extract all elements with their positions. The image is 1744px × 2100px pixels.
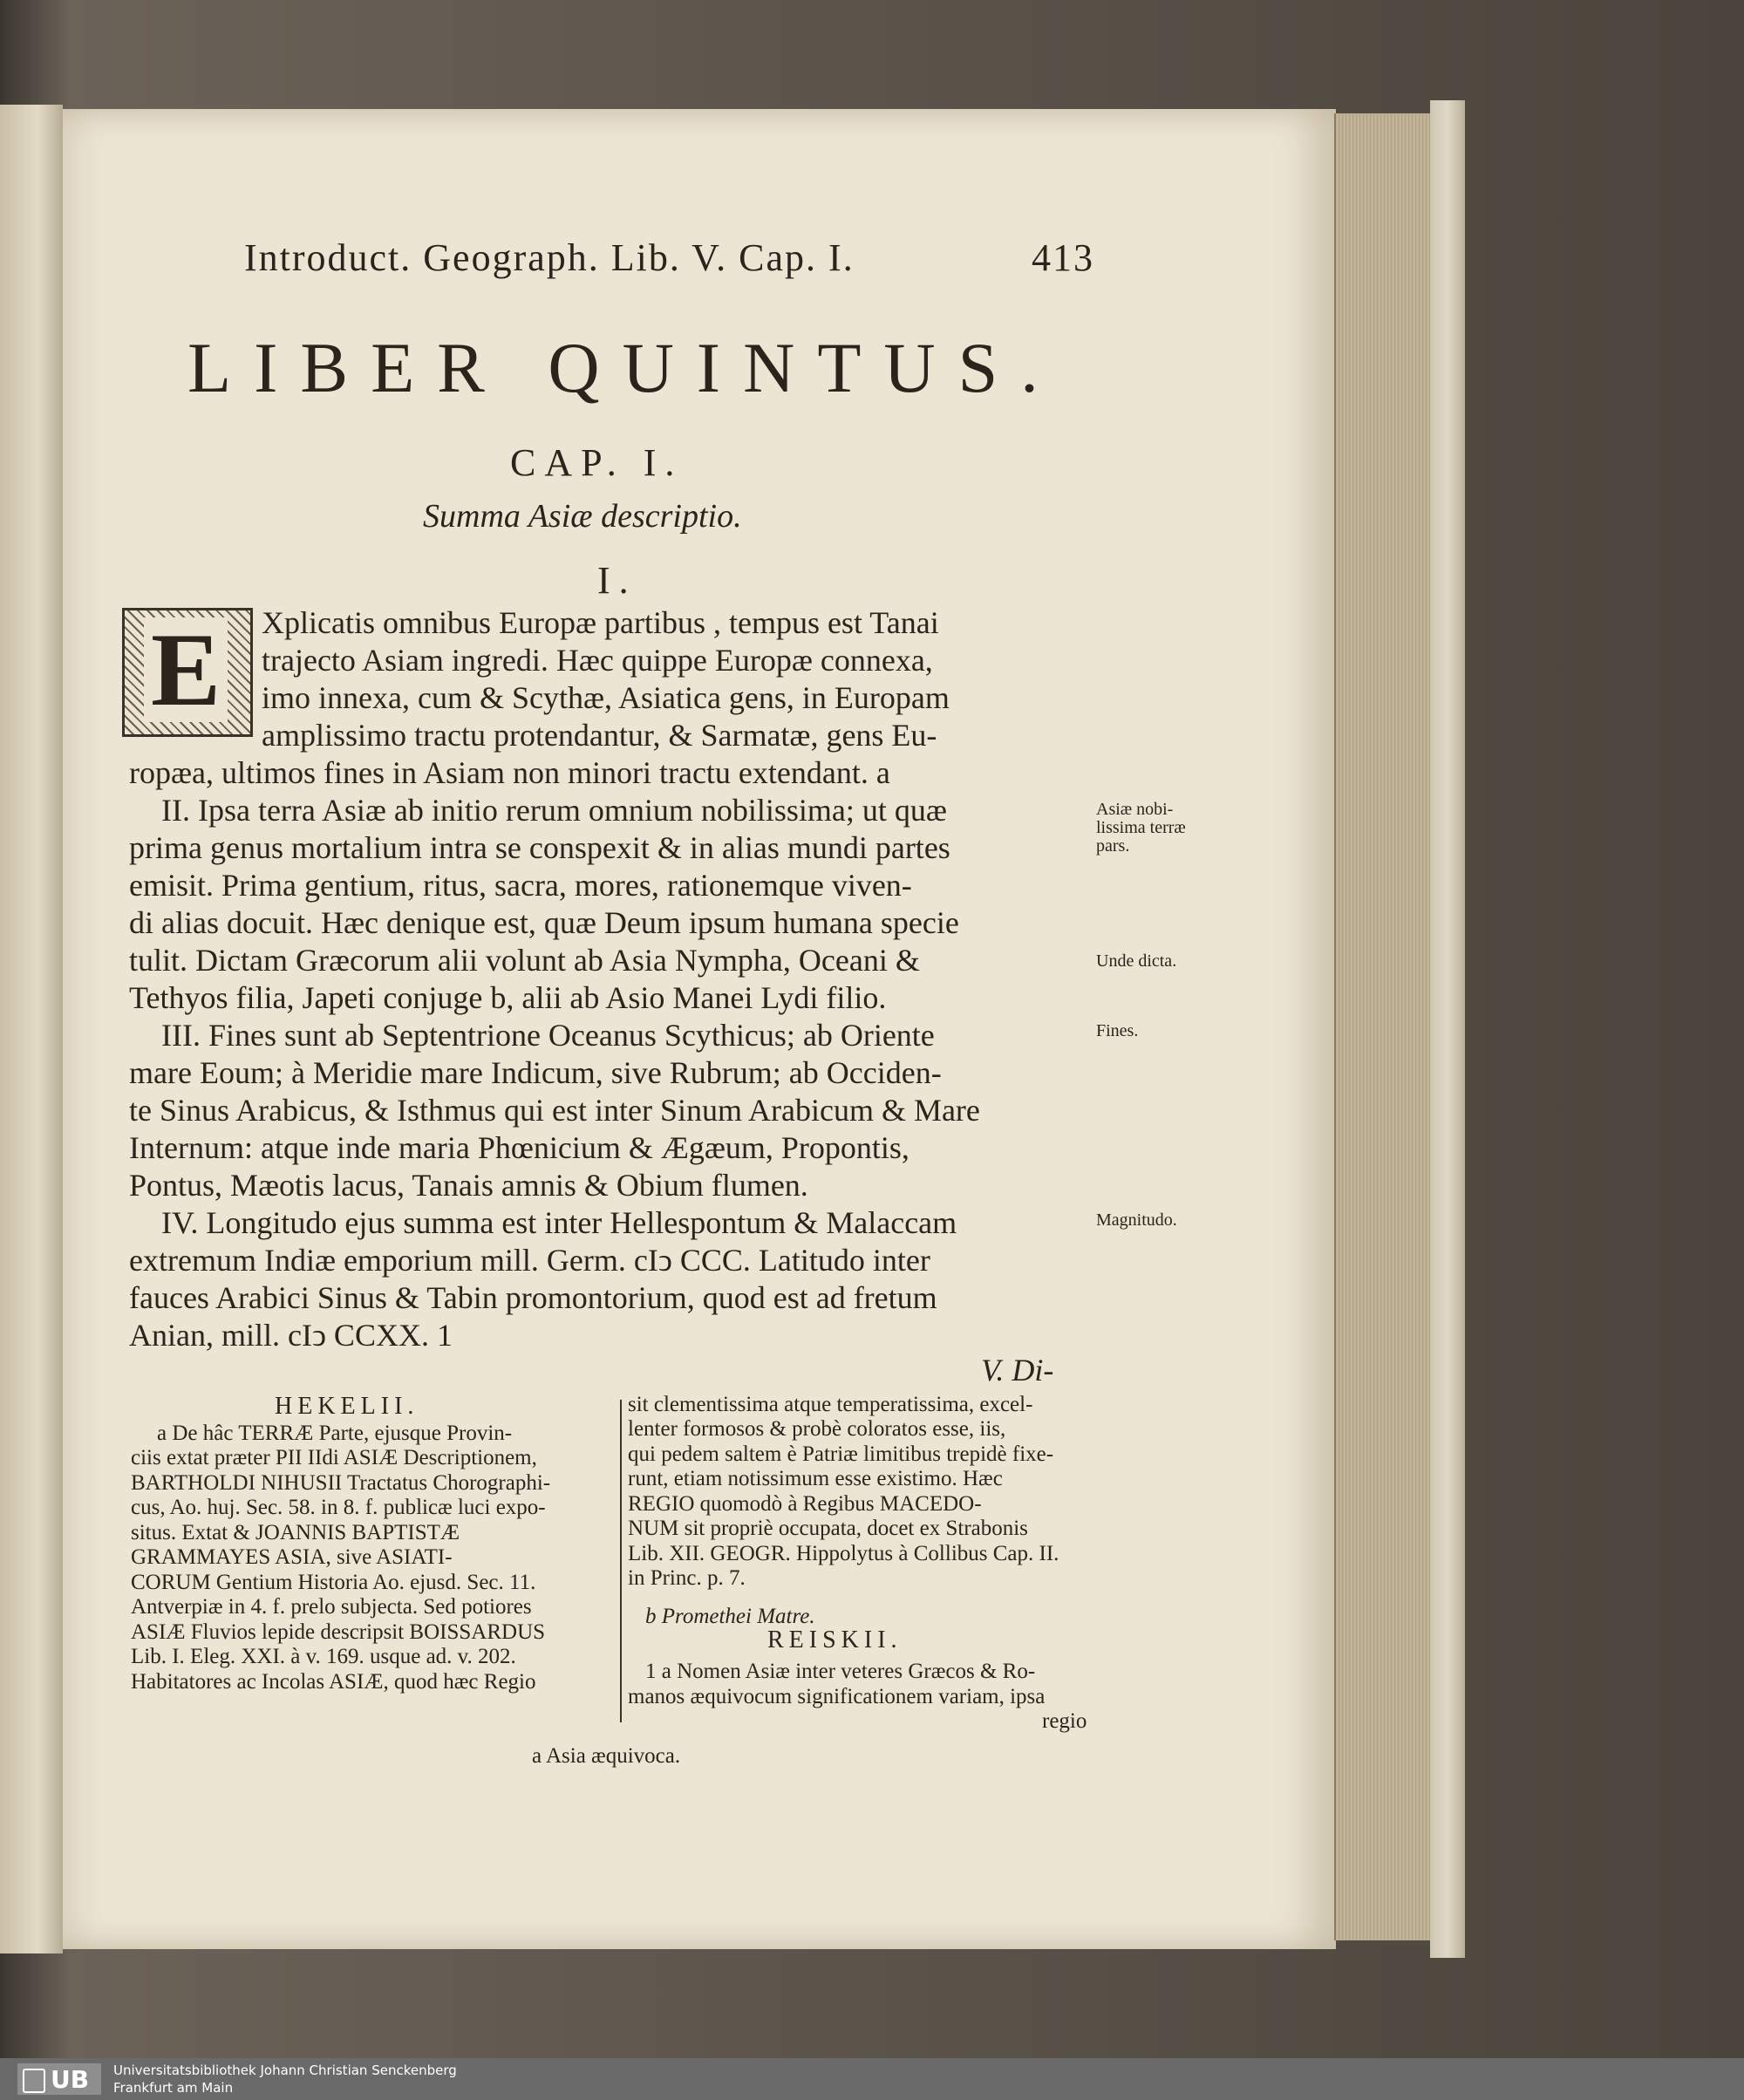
- footnote-line: GRAMMAYES ASIA, sive ASIATI-: [131, 1545, 453, 1569]
- footnote-line: Antverpiæ in 4. f. prelo subjecta. Sed potiores: [131, 1595, 532, 1619]
- footnote-line: REGIO quomodò à Regibus MACEDO-: [628, 1492, 982, 1516]
- body-line: IV. Longitudo ejus summa est inter Hellespontum & Malaccam: [161, 1205, 957, 1240]
- margin-note: lissima terræ: [1096, 818, 1186, 837]
- binding-cover: [1430, 100, 1465, 1958]
- body-line: Xplicatis omnibus Europæ partibus , tempus est Tanai: [262, 605, 939, 640]
- logo-mark-icon: [23, 2069, 45, 2093]
- body-line: Pontus, Mæotis lacus, Tanais amnis & Obium flumen.: [129, 1168, 808, 1203]
- page-block-edge: [1334, 113, 1441, 1940]
- library-footer-bar: [0, 2058, 1744, 2100]
- chapter-subtitle: Summa Asiæ descriptio.: [423, 498, 742, 535]
- body-line: di alias docuit. Hæc denique est, quæ Deum ipsum humana specie: [129, 905, 959, 940]
- footnote-line: Lib. XII. GEOGR. Hippolytus à Collibus Cap. II.: [628, 1542, 1059, 1565]
- body-line: extremum Indiæ emporium mill. Germ. cIↄ CCC. Latitudo inter: [129, 1243, 930, 1278]
- margin-note: Asiæ nobi-: [1096, 800, 1174, 819]
- library-logo: [17, 2063, 101, 2095]
- drop-initial-letter: E: [144, 617, 228, 722]
- library-name: Universitatsbibliothek Johann Christian Senckenberg: [113, 2062, 457, 2078]
- body-line: prima genus mortalium intra se conspexit & in alias mundi partes: [129, 830, 950, 865]
- footnote-line: Lib. I. Eleg. XXI. à v. 169. usque ad. v. 202.: [131, 1645, 516, 1668]
- body-line: te Sinus Arabicus, & Isthmus qui est inter Sinum Arabicum & Mare: [129, 1093, 980, 1128]
- footnote-column-rule: [620, 1400, 622, 1722]
- body-line: Internum: atque inde maria Phœnicium & Ægæum, Propontis,: [129, 1130, 909, 1165]
- margin-note: pars.: [1096, 836, 1130, 856]
- body-line: ropæa, ultimos fines in Asiam non minori tractu extendant. a: [129, 755, 890, 790]
- body-line: imo innexa, cum & Scythæ, Asiatica gens, in Europam: [262, 680, 950, 715]
- footnote-line: sit clementissima atque temperatissima, excel-: [628, 1393, 1033, 1416]
- footnote-b: b Promethei Matre.: [645, 1605, 815, 1628]
- footnote-line: situs. Extat & JOANNIS BAPTISTÆ: [131, 1521, 460, 1544]
- library-city: Frankfurt am Main: [113, 2080, 234, 2096]
- footnote-line: CORUM Gentium Historia Ao. ejusd. Sec. 11.: [131, 1571, 536, 1594]
- footnote-line: Habitatores ac Incolas ASIÆ, quod hæc Regio: [131, 1670, 536, 1694]
- body-line: Tethyos filia, Japeti conjuge b, alii ab Asio Manei Lydi filio.: [129, 980, 887, 1015]
- section-number: I.: [597, 559, 637, 602]
- footnote-line: BARTHOLDI NIHUSII Tractatus Chorographi-: [131, 1471, 551, 1495]
- logo-text: UB: [51, 2065, 90, 2094]
- body-line: emisit. Prima gentium, ritus, sacra, mores, rationemque viven-: [129, 868, 912, 903]
- footnote-line: a De hâc TERRÆ Parte, ejusque Provin-: [157, 1422, 513, 1445]
- page-number: 413: [1032, 236, 1094, 279]
- body-line: fauces Arabici Sinus & Tabin promontorium, quod est ad fretum: [129, 1280, 937, 1315]
- footnote-line: ASIÆ Fluvios lepide descripsit BOISSARDUS: [131, 1620, 546, 1644]
- chapter-number: CAP. I.: [510, 441, 684, 484]
- running-head-title: Introduct. Geograph. Lib. V. Cap. I.: [244, 236, 855, 279]
- footnote-line: 1 a Nomen Asiæ inter veteres Græcos & Ro-: [645, 1660, 1036, 1683]
- footnote-heading-right: REISKII.: [767, 1626, 903, 1653]
- body-line: amplissimo tractu protendantur, & Sarmatæ, gens Eu-: [262, 718, 937, 753]
- footnote-line: manos æquivocum significationem variam, ipsa: [628, 1685, 1046, 1708]
- footnote-line: runt, etiam notissimum esse existimo. Hæc: [628, 1467, 1003, 1490]
- footnote-line: cus, Ao. huj. Sec. 58. in 8. f. publicæ luci expo-: [131, 1496, 546, 1519]
- footnote-line: qui pedem saltem è Patriæ limitibus trepidè fixe-: [628, 1442, 1054, 1466]
- catchword-top: V. Di-: [981, 1353, 1054, 1388]
- footnote-heading-left: HEKELII.: [275, 1393, 419, 1420]
- body-line: III. Fines sunt ab Septentrione Oceanus Scythicus; ab Oriente: [161, 1018, 935, 1053]
- margin-note: Magnitudo.: [1096, 1210, 1177, 1230]
- facing-page-edge: [0, 105, 63, 1953]
- body-line: trajecto Asiam ingredi. Hæc quippe Europæ connexa,: [262, 643, 933, 678]
- body-line: II. Ipsa terra Asiæ ab initio rerum omnium nobilissima; ut quæ: [161, 793, 947, 828]
- margin-note: Fines.: [1096, 1021, 1139, 1040]
- drop-initial: [122, 608, 253, 737]
- body-line: mare Eoum; à Meridie mare Indicum, sive Rubrum; ab Occiden-: [129, 1055, 942, 1090]
- footnote-line: NUM sit propriè occupata, docet ex Strabonis: [628, 1517, 1028, 1540]
- book-title: LIBER QUINTUS.: [187, 328, 1061, 407]
- margin-note: Unde dicta.: [1096, 951, 1177, 971]
- body-line: tulit. Dictam Græcorum alii volunt ab Asia Nympha, Oceani &: [129, 943, 920, 978]
- footnote-catchword: regio: [1042, 1709, 1087, 1733]
- bottom-catchword: a Asia æquivoca.: [532, 1744, 681, 1768]
- footnote-line: ciis extat præter PII IIdi ASIÆ Descriptionem,: [131, 1446, 537, 1469]
- footnote-line: lenter formosos & probè coloratos esse, iis,: [628, 1417, 1006, 1441]
- body-line: Anian, mill. cIↄ CCXX. 1: [129, 1318, 453, 1353]
- footnote-line: in Princ. p. 7.: [628, 1566, 746, 1590]
